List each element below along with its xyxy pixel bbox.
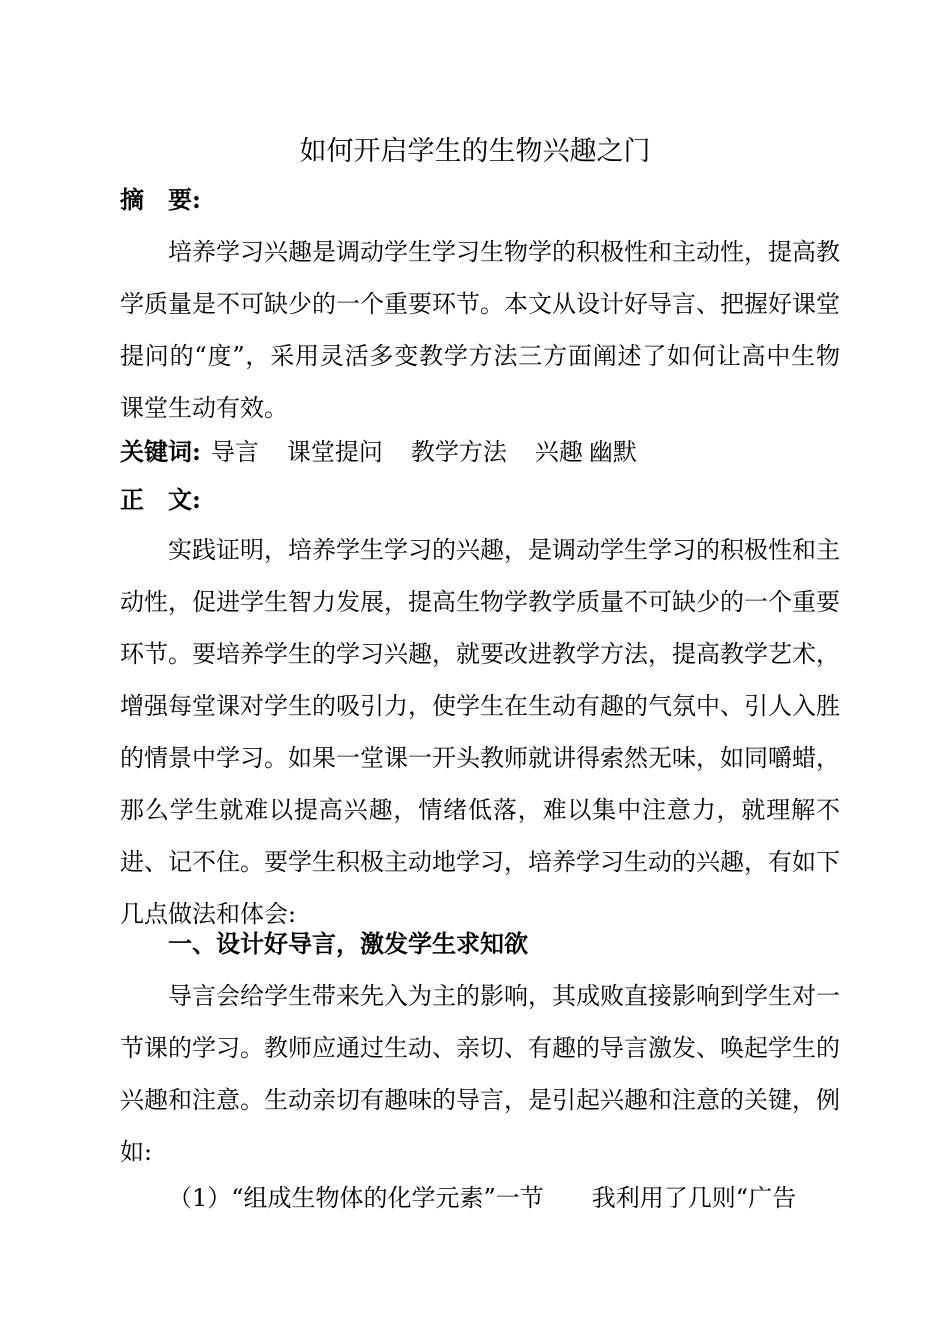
section1-paragraph: 导言会给学生带来先入为主的影响，其成败直接影响到学生对一节课的学习。教师应通过生动、亲切、有趣的导言激发、唤起学生的兴趣和注意。生动亲切有趣味的导言，是引起兴趣和注意的关键，例如: — [120, 982, 840, 1166]
keywords-line — [120, 426, 637, 478]
keyword-term: 课堂提问 — [286, 438, 383, 466]
abstract-text: 培养学习兴趣是调动学生学习生物学的积极性和主动性，提高教学质量是不可缺少的一个重要环节。本文从设计好导言、把握好课堂提问的“度”，采用灵活多变教学方法三方面阐述了如何让高中生物课堂生动有效。 — [120, 238, 840, 422]
abstract-heading: 摘 要: — [120, 185, 201, 214]
section1-heading: 一、设计好导言，激发学生求知欲 — [168, 929, 528, 958]
example-line: （1）“组成生物体的化学元素”一节 我利用了几则“广告 — [168, 1184, 797, 1212]
keyword-term: 兴趣 — [534, 438, 583, 466]
keywords-label: 关键词: — [120, 437, 201, 466]
body-heading: 正 文: — [120, 485, 201, 514]
keyword-term: 教学方法 — [410, 438, 507, 466]
body-intro-paragraph: 实践证明，培养学生学习的兴趣，是调动学生学习的积极性和主动性，促进学生智力发展，提高生物学教学质量不可缺少的一个重要环节。要培养学生的学习兴趣，就要改进教学方法，提高教学艺术，增强每堂课对学生的吸引力，使学生在生动有趣的气氛中、引人入胜的情景中学习。如果一堂课一开头教师就讲得索然无味，如同嚼蜡，那么学生就难以提高兴趣，情绪低落，难以集中注意力，就理解不进、记不住。要学生积极主动地学习，培养学习生动的兴趣，有如下几点做法和体会: — [120, 536, 840, 928]
keyword-term: 幽默 — [588, 438, 637, 466]
keyword-term: 导言 — [210, 438, 259, 466]
document-title: 如何开启学生的生物兴趣之门 — [299, 136, 651, 167]
